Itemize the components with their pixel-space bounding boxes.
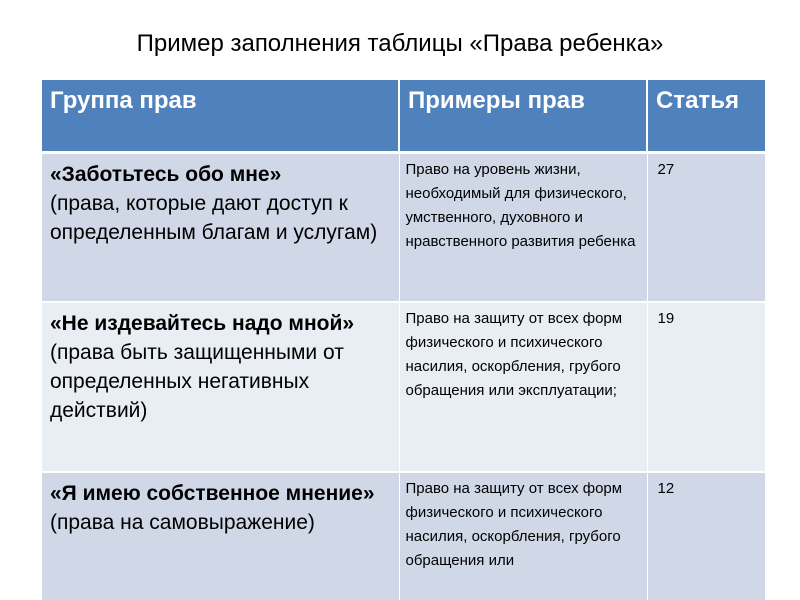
table-row [42, 152, 765, 302]
table-row [42, 472, 765, 600]
rights-table [42, 80, 765, 600]
rights-group-cell [42, 472, 399, 600]
rights-example-cell: Право на уровень жизни, необходимый для физического, умственного, духовного и нравственного развития ребенка [399, 152, 647, 302]
article-number-cell: 27 [647, 152, 765, 302]
rights-group-description: (права на самовыражение) [50, 511, 315, 534]
table-header-row [42, 80, 765, 152]
article-number-cell: 12 [647, 472, 765, 600]
rights-group-description: (права быть защищенными от определенных негативных действий) [50, 341, 344, 422]
rights-group-description: (права, которые дают доступ к определенным благам и услугам) [50, 191, 378, 244]
rights-group-name: «Не издевайтесь надо мной» [50, 312, 355, 335]
slide-title: Пример заполнения таблицы «Права ребенка» [136, 30, 664, 57]
rights-example-cell: Право на защиту от всех форм физического и психического насилия, оскорбления, грубого обращения или эксплуатации; [399, 302, 647, 472]
table-row [42, 302, 765, 472]
rights-example-cell: Право на защиту от всех форм физического и психического насилия, оскорбления, грубого обращения или [399, 472, 647, 600]
rights-group-cell [42, 302, 399, 472]
header-rights-group: Группа прав [42, 80, 399, 152]
header-article: Статья [647, 80, 765, 152]
article-number-cell: 19 [647, 302, 765, 472]
header-rights-examples: Примеры прав [399, 80, 647, 152]
rights-group-cell [42, 152, 399, 302]
rights-group-name: «Заботьтесь обо мне» [50, 162, 282, 186]
rights-group-name: «Я имею собственное мнение» [50, 482, 375, 505]
